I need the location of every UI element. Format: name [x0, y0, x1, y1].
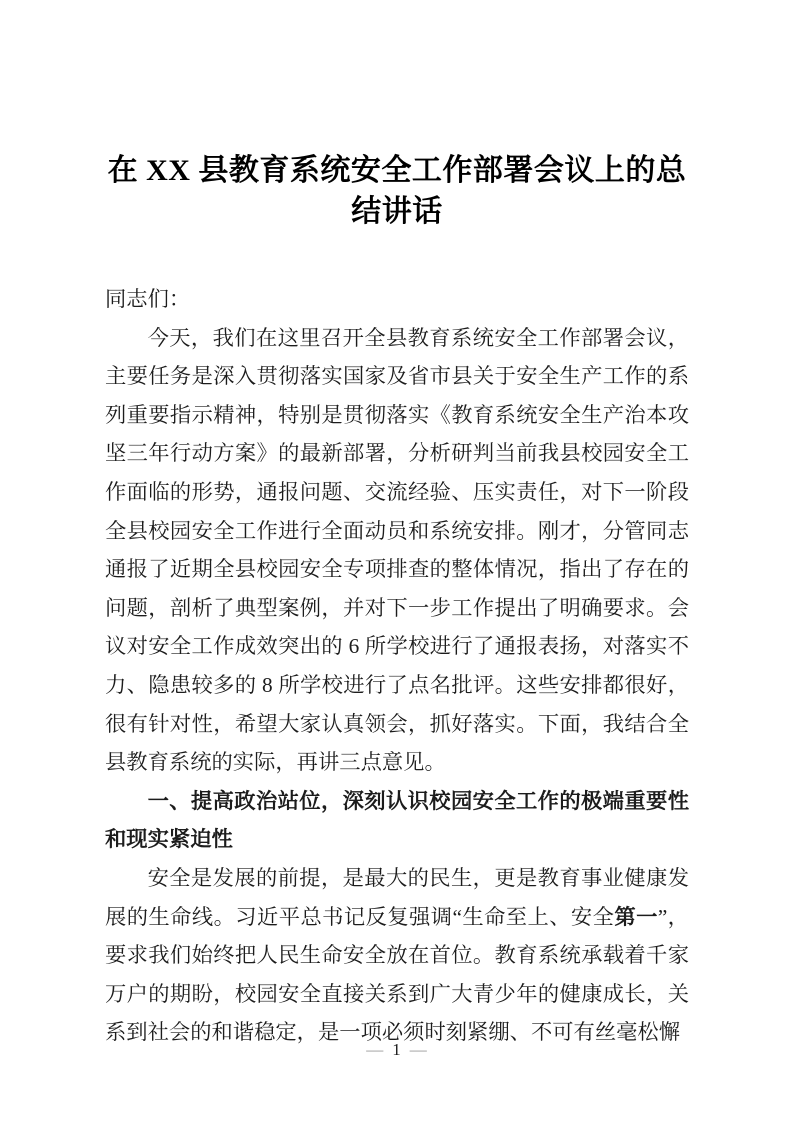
page-number: 1 [392, 1040, 401, 1059]
body-paragraph [105, 859, 689, 1052]
emphasis-text: 第一 [614, 904, 658, 929]
text-run: ”，要求我们始终把人民生命安全放在首位。教育系统承载着千家万户的期盼，校园安全直接关系到广大青少年的健康成长，关系到社会的和谐稳定，是一项必须时刻紧绷、不可有丝毫松懈 [105, 904, 689, 1045]
body-paragraph: 今天，我们在这里召开全县教育系统安全工作部署会议，主要任务是深入贯彻落实国家及省市县关于安全生产工作的系列重要指示精神，特别是贯彻落实《教育系统安全生产治本攻坚三年行动方案》的最新部署，分析研判当前我县校园安全工作面临的形势，通报问题、交流经验、压实责任，对下一阶段全县校园安全工作进行全面动员和系统安排。刚才，分管同志通报了近期全县校园安全专项排查的整体情况，指出了存在的问题，剖析了典型案例，并对下一步工作提出了明确要求。会议对安全工作成效突出的 6 所学校进行了通报表扬，对落实不力、隐患较多的 8 所学校进行了点名批评。这些安排都很好，很有针对性，希望大家认真领会，抓好落实。下面，我结合全县教育系统的实际，再讲三点意见。 [105, 325, 689, 775]
document-title: 在 XX 县教育系统安全工作部署会议上的总结讲话 [107, 154, 687, 228]
page-footer [0, 1040, 793, 1060]
footer-dash-right: — [409, 1040, 427, 1059]
footer-dash-left: — [366, 1040, 384, 1059]
document-body [105, 280, 689, 1052]
salutation: 同志们： [105, 287, 191, 311]
section-heading: 一、提高政治站位，深刻认识校园安全工作的极端重要性和现实紧迫性 [105, 788, 689, 852]
text-run: 安全是发展的前提，是最大的民生，更是教育事业健康发展的生命线。习近平总书记反复强调“生命至上、安全 [105, 865, 689, 929]
document-content [105, 150, 689, 1052]
